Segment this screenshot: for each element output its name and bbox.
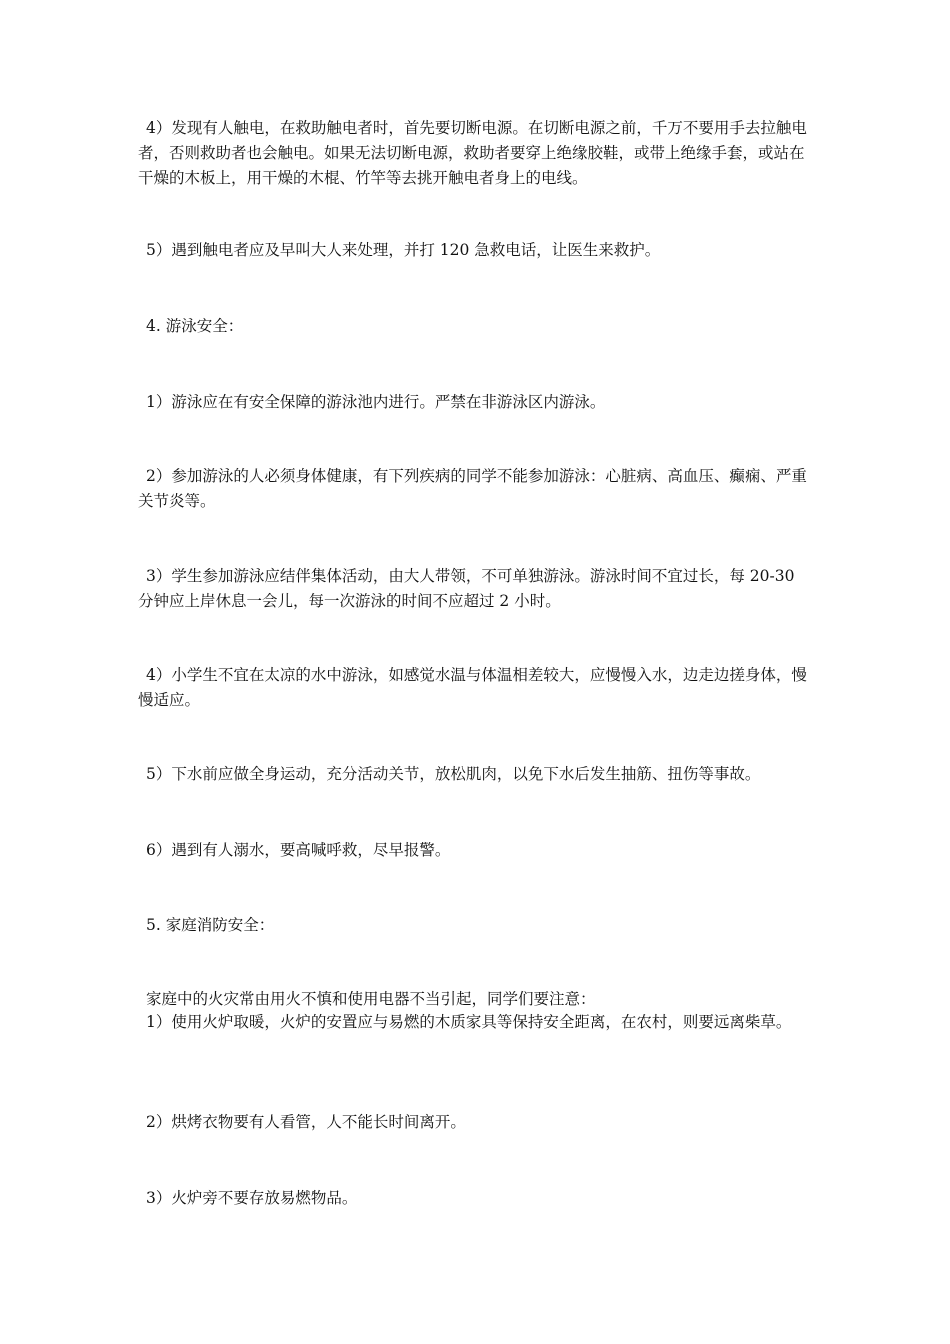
paragraph-swim-3: 3）学生参加游泳应结伴集体活动，由大人带领，不可单独游泳。游泳时间不宜过长，每 20-30 分钟应上岸休息一会儿，每一次游泳的时间不应超过 2 小时。 <box>138 567 795 610</box>
paragraph-swim-2: 2）参加游泳的人必须身体健康，有下列疾病的同学不能参加游泳：心脏病、高血压、癫痫、严重关节炎等。 <box>138 467 807 510</box>
paragraph-fire-intro: 家庭中的火灾常由用火不慎和使用电器不当引起，同学们要注意： <box>146 990 596 1008</box>
paragraph-swim-4: 4）小学生不宜在太凉的水中游泳，如感觉水温与体温相差较大，应慢慢入水，边走边搓身体，慢慢适应。 <box>138 666 807 709</box>
paragraph-electric-rescue: 4）发现有人触电，在救助触电者时，首先要切断电源。在切断电源之前，千万不要用手去拉触电者，否则救助者也会触电。如果无法切断电源，救助者要穿上绝缘胶鞋，或带上绝缘手套，或站在干燥的木板上，用干燥的木棍、竹竿等去挑开触电者身上的电线。 <box>138 119 807 187</box>
section-heading-fire-safety: 5. 家庭消防安全： <box>146 916 275 934</box>
section-heading-swimming: 4. 游泳安全： <box>146 317 244 335</box>
paragraph-fire-2: 2）烘烤衣物要有人看管，人不能长时间离开。 <box>146 1113 466 1131</box>
paragraph-swim-1: 1）游泳应在有安全保障的游泳池内进行。严禁在非游泳区内游泳。 <box>146 393 606 411</box>
paragraph-swim-6: 6）遇到有人溺水，要高喊呼救，尽早报警。 <box>146 841 451 859</box>
paragraph-electric-call-help: 5）遇到触电者应及早叫大人来处理，并打 120 急救电话，让医生来救护。 <box>146 241 661 259</box>
paragraph-fire-3: 3）火炉旁不要存放易燃物品。 <box>146 1189 358 1207</box>
paragraph-swim-5: 5）下水前应做全身运动，充分活动关节，放松肌肉，以免下水后发生抽筋、扭伤等事故。 <box>146 765 761 783</box>
paragraph-fire-1: 1）使用火炉取暖，火炉的安置应与易燃的木质家具等保持安全距离，在农村，则要远离柴草。 <box>146 1013 792 1031</box>
